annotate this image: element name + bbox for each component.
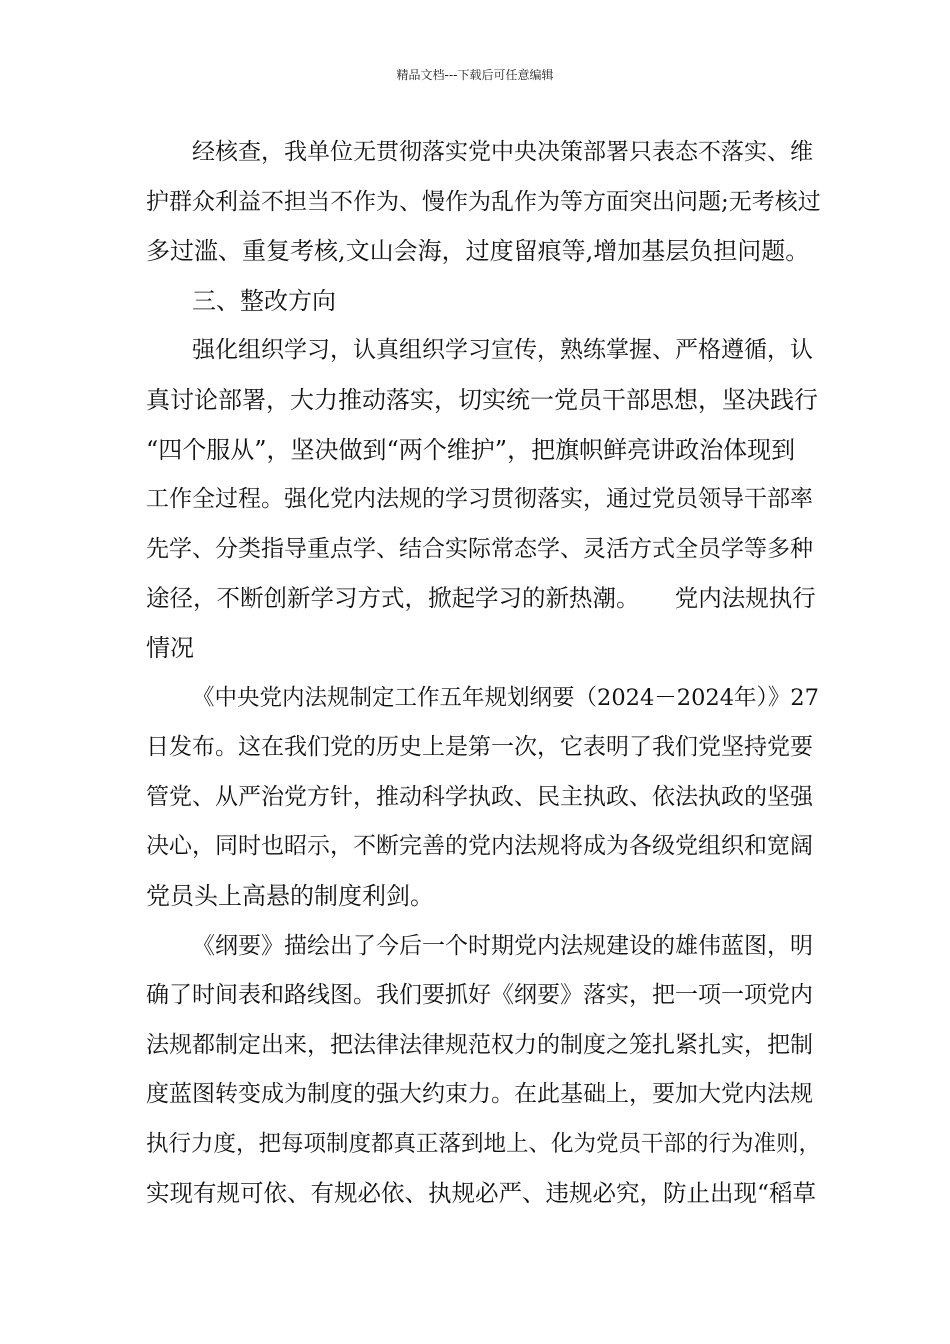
text-line: 工作全过程。强化党内法规的学习贯彻落实，通过党员领导干部率 — [146, 486, 813, 513]
text-line: 法规都制定出来，把法律法律规范权力的制度之笼扎紧扎实，把制 — [146, 1031, 813, 1058]
text-line: 途径，不断创新学习方式，掀起学习的新热潮。 党内法规执行 — [146, 584, 816, 613]
text-line: 《纲要》描绘出了今后一个时期党内法规建设的雄伟蓝图，明 — [192, 932, 813, 959]
text-line: 《中央党内法规制定工作五年规划纲要（2024－2024年）》27 — [192, 684, 819, 711]
text-line: 度蓝图转变成为制度的强大约束力。在此基础上，要加大党内法规 — [146, 1081, 813, 1108]
text-line: 强化组织学习，认真组织学习宣传，熟练掌握、严格遵循，认 — [192, 337, 813, 364]
text-line: 党员头上高悬的制度利剑。 — [146, 881, 434, 910]
text-line: 实现有规可依、有规必依、执规必严、违规必究，防止出现“稻草 — [146, 1179, 817, 1208]
text-line: 日发布。这在我们党的历史上是第一次，它表明了我们党坚持党要 — [146, 734, 813, 761]
text-line: 真讨论部署，大力推动落实，切实统一党员干部思想，坚决践行 — [146, 385, 818, 414]
document-body — [146, 128, 822, 1219]
text-line: “四个服从”，坚决做到“两个维护”，把旗帜鲜亮讲政治体现到 — [146, 435, 796, 464]
text-line: 经核查，我单位无贯彻落实党中央决策部署只表态不落实、维 — [192, 139, 813, 165]
page-header: 精品文档---下载后可任意编辑 — [396, 68, 554, 82]
text-line: 决心，同时也昭示，不断完善的党内法规将成为各级党组织和宽阔 — [146, 833, 813, 860]
text-line: 情况 — [146, 633, 194, 662]
text-line: 先学、分类指导重点学、结合实际常态学、灵活方式全员学等多种 — [146, 535, 813, 562]
text-line: 确了时间表和路线图。我们要抓好《纲要》落实，把一项一项党内 — [146, 982, 813, 1009]
text-line: 执行力度，把每项制度都真正落到地上、化为党员干部的行为准则， — [146, 1130, 822, 1157]
text-line: 管党、从严治党方针，推动科学执政、民主执政、依法执政的坚强 — [146, 783, 813, 810]
text-line: 三、整改方向 — [192, 286, 336, 315]
text-line: 多过滥、重复考核,文山会海，过度留痕等,增加基层负担问题。 — [146, 237, 810, 266]
text-line: 护群众利益不担当不作为、慢作为乱作为等方面突出问题;无考核过 — [146, 188, 821, 215]
